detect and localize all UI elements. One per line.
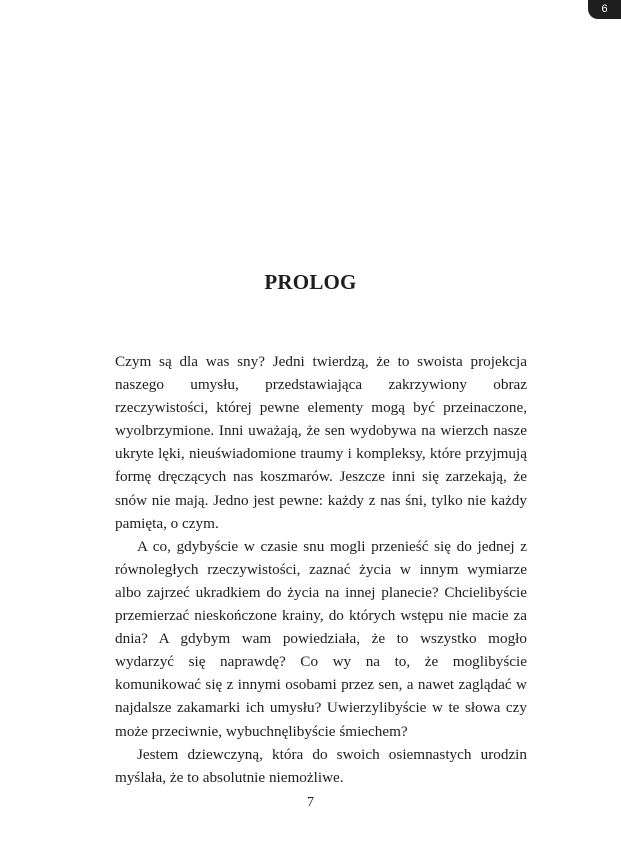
- paragraph-1: Czym są dla was sny? Jedni twierdzą, że to swoista projekcja naszego umysłu, przedstawiająca zakrzywiony obraz rzeczywistości, której pewne elementy mogą być przeinaczone, wyolbrzymione. Inni uważają, że sen wydobywa na wierzch nasze ukryte lęki, nieuświadomione traumy i kompleksy, które przyjmują formę dręczących nas koszmarów. Jeszcze inni się zarzekają, że snów nie mają. Jedno jest pewne: każdy z nas śni, tylko nie każdy pamięta, o czym.: [115, 353, 527, 532]
- paragraph-3: Jestem dziewczyną, która do swoich osiemnastych urodzin myślała, że to absolutnie niemożliwe.: [115, 745, 527, 786]
- page-number: 7: [307, 795, 314, 810]
- chapter-title: PROLOG: [264, 270, 357, 294]
- paragraph-2: A co, gdybyście w czasie snu mogli przenieść się do jednej z równoległych rzeczywistości, zaznać życia w innym wymiarze albo zajrzeć ukradkiem do życia na innej planecie? Chcielibyście przemierzać nieskończone krainy, do których wstępu nie macie za dnia? A gdybym wam powiedziała, że to wszystko mogło wydarzyć się naprawdę? Co wy na to, że moglibyście komunikować się z innymi osobami przez sen, a nawet zaglądać w najdalsze zakamarki ich umysłu? Uwierzylibyście w te słowa czy może przeciwnie, wybuchnęlibyście śmiechem?: [115, 537, 527, 740]
- page-indicator-badge: 6: [588, 0, 621, 19]
- chapter-body: [115, 350, 527, 789]
